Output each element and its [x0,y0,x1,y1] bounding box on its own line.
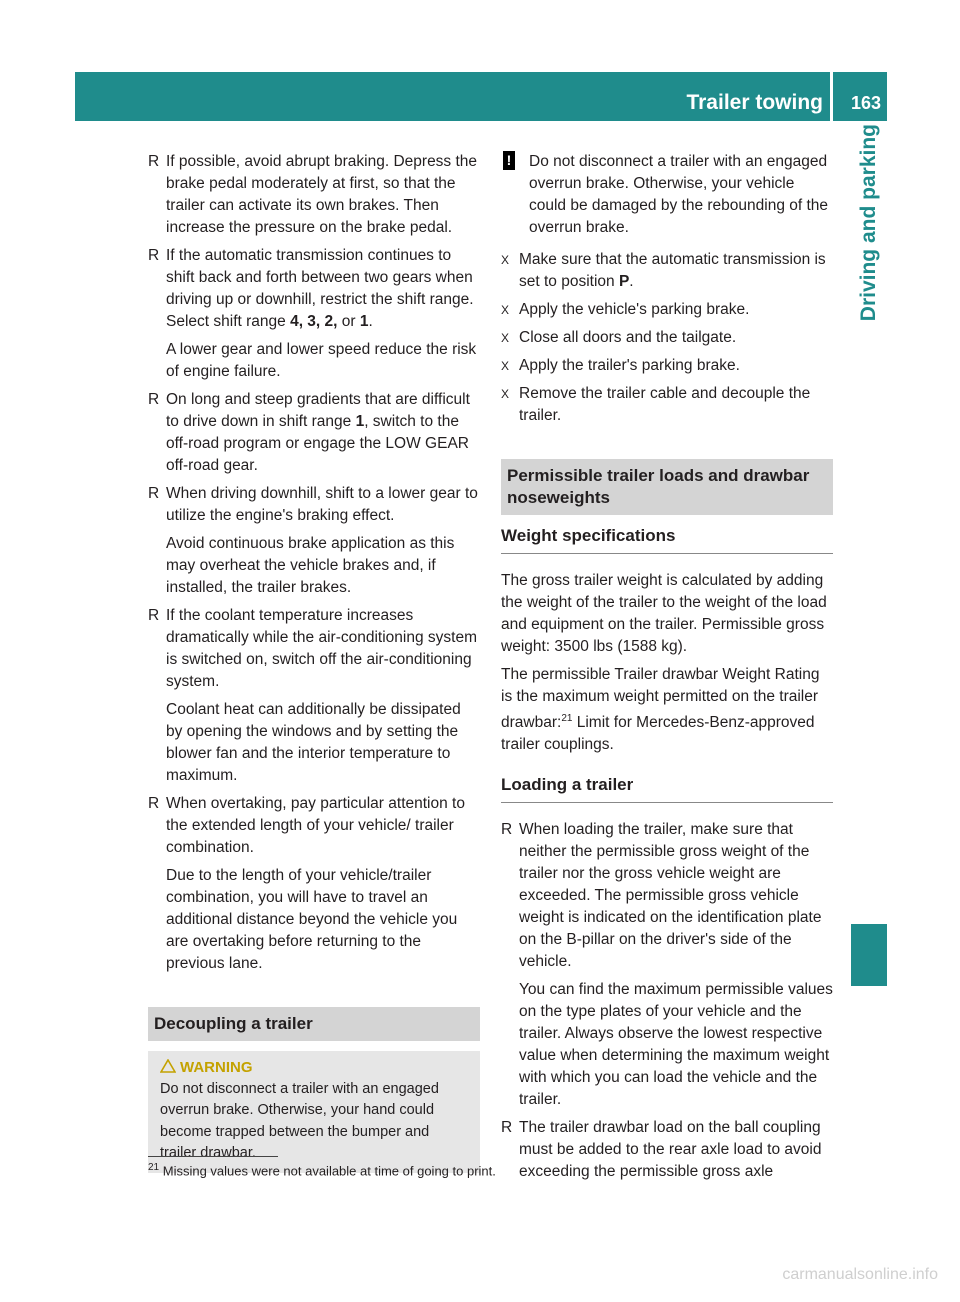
side-tab [851,124,887,924]
page-number: 163 [850,93,881,113]
list-item: R If the automatic transmission continues to shift back and forth between two gears when driving up or downhill, restrict the shift range. Select shift range 4, 3, 2, or 1. [148,247,474,330]
footnote-number: 21 [148,1162,160,1173]
footnote-ref: 21 [561,713,573,724]
header-separator [830,72,833,121]
list-item: R If the coolant temperature increases dramatically while the air-conditioning system is switched on, switch off the air-conditioning system. [148,607,477,690]
list-item-continuation: You can find the maximum permissible values on the type plates of your vehicle and the trailer. Always observe the lowest respective value when determining the maximum weight with which you can load the vehicle and the trailer. [519,981,833,1109]
step-marker: X [501,303,510,317]
list-item: R On long and steep gradients that are difficult to drive down in shift range 1, switch to the off-road program or engage the LOW GEAR off-road gear. [148,391,470,474]
left-column [148,151,480,1173]
footnote: $^{21}$ Missing values were not available at time of going to print. [148,1162,496,1179]
warning-title: WARNING [160,1057,468,1079]
subheading: Weight specifications [501,525,833,554]
step-item: X Close all doors and the tailgate. [501,327,833,349]
side-tab-label: Driving and parking [857,124,880,322]
list-item: R The trailer drawbar load on the ball coupling must be added to the rear axle load to avoid exceeding the permissible gross axle [501,1119,822,1181]
step-item: X Make sure that the automatic transmission is set to position P. [501,251,826,290]
bullet-marker: R [148,607,160,624]
step-marker: X [501,359,510,373]
header-title: Trailer towing [686,91,823,114]
bullet-marker: R [501,821,513,839]
step-marker: X [501,387,510,401]
subheading: Loading a trailer [501,774,833,803]
list-item: R When loading the trailer, make sure that neither the permissible gross weight of the trailer nor the gross vehicle weight are exceeded. The permissible gross vehicle weight is indicated on the identification plate on the B-pillar on the driver's side of the vehicle. [501,821,822,971]
notice: ! Do not disconnect a trailer with an engaged overrun brake. Otherwise, your vehicle could be damaged by the rebounding of the overrun brake. [501,151,833,239]
bullet-marker: R [501,1119,513,1137]
bullet-marker: R [148,391,160,408]
bullet-marker: R [148,247,160,264]
list-item-continuation: Avoid continuous brake application as this may overheat the vehicle brakes and, if installed, the trailer brakes. [166,535,455,596]
section-heading: Decoupling a trailer [148,1007,480,1041]
side-tab-block [851,924,887,986]
list-item: R When overtaking, pay particular attention to the extended length of your vehicle/ trailer combination. [148,795,465,856]
list-item: R If possible, avoid abrupt braking. Depress the brake pedal moderately at first, so that the trailer can activate its own brakes. Then increase the pressure on the brake pedal. [148,153,478,236]
list-item-continuation: A lower gear and lower speed reduce the risk of engine failure. [166,341,477,380]
warning-triangle-icon [160,1059,176,1073]
section-heading: Permissible trailer loads and drawbar noseweights [501,459,833,515]
list-item: R When driving downhill, shift to a lower gear to utilize the engine's braking effect. [148,485,478,524]
warning-box [148,1051,480,1173]
right-column [501,151,833,1189]
list-item-continuation: Due to the length of your vehicle/trailer combination, you will have to travel an additional distance beyond the vehicle you are overtaking before returning to the previous lane. [166,867,458,972]
step-marker: X [501,331,510,345]
watermark: carmanualsonline.info [782,1266,938,1283]
step-marker: X [501,253,510,267]
bullet-marker: R [148,485,160,502]
list-item-continuation: Coolant heat can additionally be dissipated by opening the windows and by setting the blower fan and the interior temperature to maximum. [166,701,461,784]
exclamation-icon: ! [503,151,515,170]
bullet-marker: R [148,795,160,812]
footnote-rule [148,1156,278,1157]
step-item: X Remove the trailer cable and decouple the trailer. [501,385,811,424]
step-item: X Apply the trailer's parking brake. [501,355,833,377]
warning-text: Do not disconnect a trailer with an engaged overrun brake. Otherwise, your hand could become trapped between the bumper and trailer drawbar. [160,1080,439,1161]
header-bar [75,72,887,121]
bullet-marker: R [148,153,160,170]
paragraph: The permissible Trailer drawbar Weight Rating is the maximum weight permitted on the trailer drawbar:$^{21}$ Limit for Mercedes-Benz-approved trailer couplings. [501,666,820,754]
paragraph: The gross trailer weight is calculated by adding the weight of the trailer to the weight of the load and equipment on the trailer. Permissible gross weight: 3500 lbs (1588 kg). [501,572,827,655]
step-item: X Apply the vehicle's parking brake. [501,299,833,321]
